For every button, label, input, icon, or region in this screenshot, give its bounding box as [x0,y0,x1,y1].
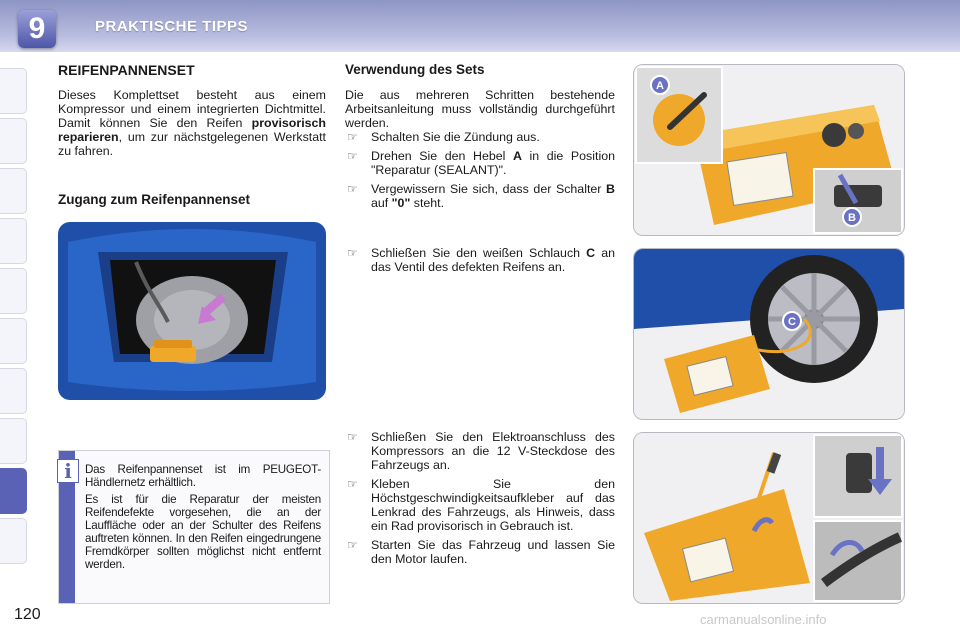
chapter-tabs [0,68,30,568]
pointing-hand-icon: ☞ [347,477,358,491]
chapter-tab[interactable] [0,68,27,114]
chapter-tab[interactable] [0,268,27,314]
step-bold: C [586,246,596,260]
steps-group-1 [345,130,615,215]
pointing-hand-icon: ☞ [347,182,358,196]
step-item [345,430,615,472]
chapter-number-badge: 9 [18,10,56,48]
step-text: Vergewissern Sie sich, dass der Schalter [371,182,607,196]
hose-to-valve-illustration [633,248,905,420]
step-text: in die Position "Reparatur (SEALANT)". [371,149,615,177]
trunk-illustration [58,222,326,400]
info-box [58,450,330,604]
pointing-hand-icon: ☞ [347,430,358,444]
step-text: an das Ventil des defekten Reifens an. [371,246,616,274]
socket-and-sticker-illustration [633,432,905,604]
step-text: auf [371,196,392,210]
steps-group-2 [345,246,615,279]
intro-bold-text: provisorisch reparieren [58,116,326,144]
step-bold: B [606,182,615,196]
access-heading: Zugang zum Reifenpannenset [58,192,251,207]
usage-heading: Verwendung des Sets [345,62,485,77]
pointing-hand-icon: ☞ [347,538,358,552]
chapter-tab[interactable] [0,218,27,264]
step-item [345,538,615,566]
chapter-tab[interactable] [0,518,27,564]
pointing-hand-icon: ☞ [347,130,358,144]
page-number: 120 [14,606,41,623]
section-heading: REIFENPANNENSET [58,62,195,78]
step-text: steht. [410,196,445,210]
info-text-dealer: Das Reifenpannenset ist im PEUGEOT-Händlernetz erhältlich. [85,463,321,489]
step-item [345,182,615,210]
usage-intro: Die aus mehreren Schritten bestehende Arbeitsanleitung muss vollständig durchgeführt werden. [345,88,615,130]
pointing-hand-icon: ☞ [347,246,358,260]
intro-paragraph [58,88,326,158]
intro-text: Dieses Komplettset besteht aus einem Kompressor und einem integrierten Dichtmittel. Damit können Sie den Reifen [58,88,326,130]
chapter-tab[interactable] [0,368,27,414]
step-item [345,477,615,533]
intro-text-end: , um zur nächstgelegenen Werkstatt zu fahren. [58,130,326,158]
callout-b-label: B [848,212,856,224]
watermark-footer: carmanualsonline.info [700,612,827,627]
pointing-hand-icon: ☞ [347,149,358,163]
step-bold: "0" [391,196,411,210]
callout-a-label: A [656,80,664,92]
chapter-tab[interactable] [0,118,27,164]
kit-lever-illustration [633,64,905,236]
chapter-title: PRAKTISCHE TIPPS [95,18,249,35]
step-text: Drehen Sie den Hebel [371,149,513,163]
chapter-tab[interactable] [0,168,27,214]
step-text: Starten Sie das Fahrzeug und lassen Sie den Motor laufen. [371,538,615,566]
chapter-tab-active[interactable] [0,468,27,514]
chapter-tab[interactable] [0,418,27,464]
step-item [345,130,615,144]
info-icon: i [57,459,79,483]
chapter-header [0,0,960,52]
step-bold: A [512,149,522,163]
step-text: Schließen Sie den Elektroanschluss des Kompressors an die 12 V-Steckdose des Fahrzeugs an. [371,430,615,472]
step-item [345,246,615,274]
info-text-usage: Es ist für die Reparatur der meisten Reifendefekte vorgesehen, die an der Lauffläche oder an der Schulter des Reifens auftreten können. In den Reifen eingedrungene Fremdkörper sollten möglichst nicht entfernt werden. [85,493,321,571]
chapter-tab[interactable] [0,318,27,364]
step-text: Schließen Sie den weißen Schlauch [371,246,587,260]
steps-group-3 [345,430,615,571]
step-text: Schalten Sie die Zündung aus. [371,130,540,144]
step-text: Kleben Sie den Höchstgeschwindigkeitsaufkleber auf das Lenkrad des Fahrzeugs, als Hinweis, dass ein Rad provisorisch in Gebrauch ist. [371,477,615,533]
callout-c-label: C [788,316,796,328]
step-item [345,149,615,177]
